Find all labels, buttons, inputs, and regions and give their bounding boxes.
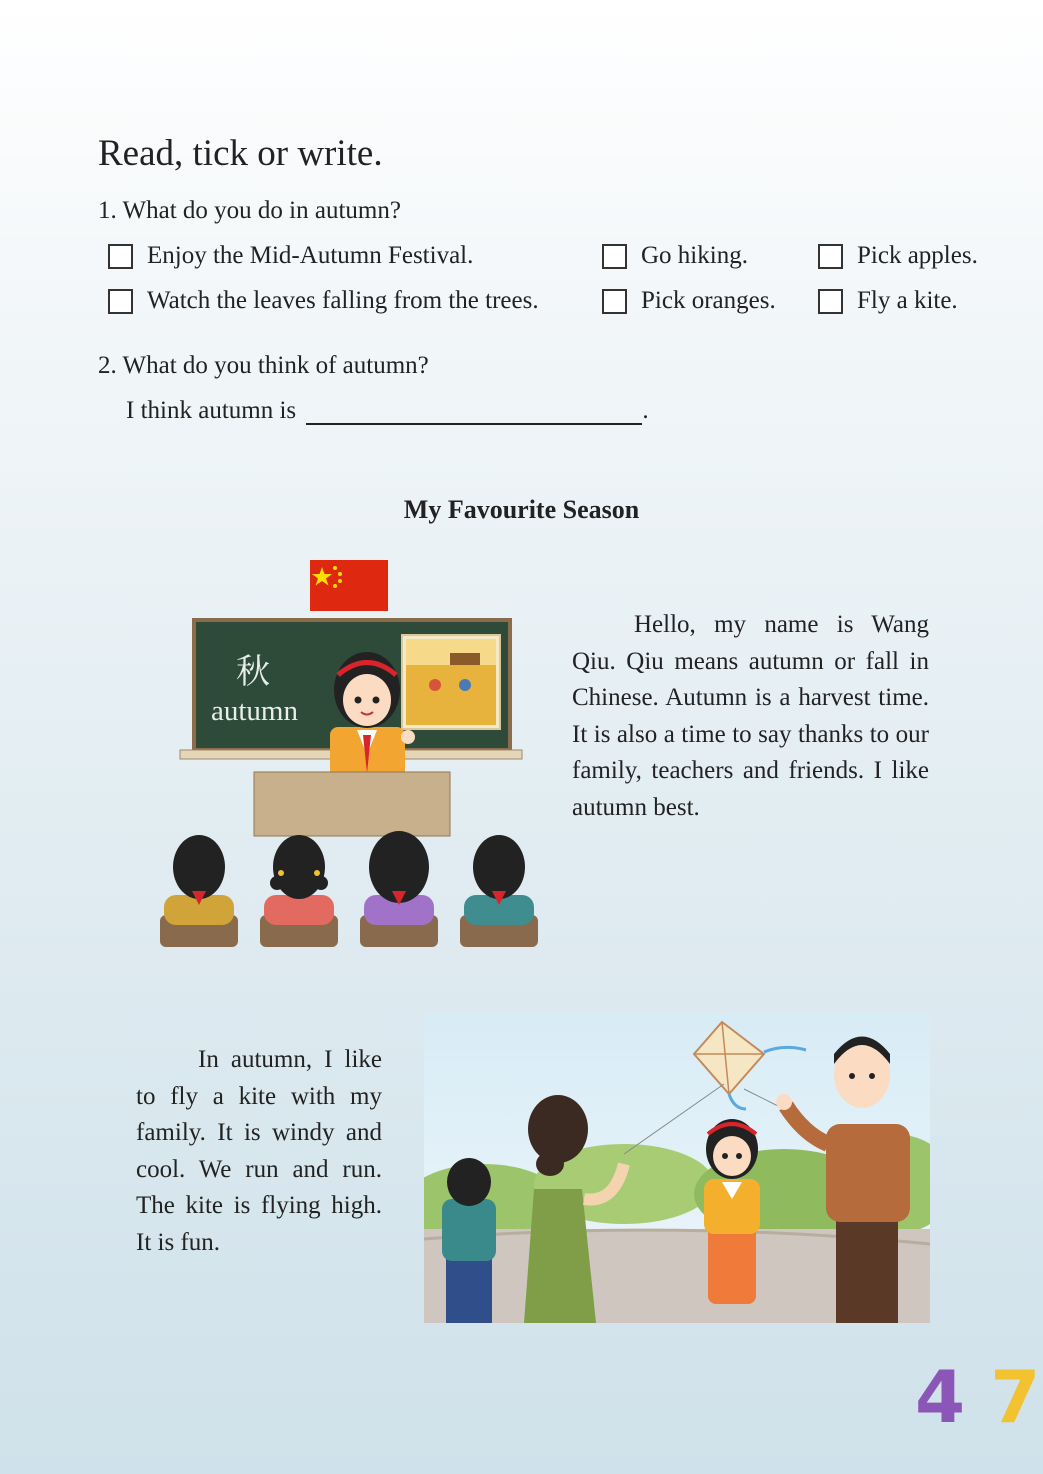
- checkbox[interactable]: [602, 289, 627, 314]
- option-pick-apples[interactable]: [818, 242, 978, 270]
- story-title: My Favourite Season: [403, 495, 640, 524]
- classroom-illustration: [150, 555, 550, 950]
- option-go-hiking[interactable]: [602, 242, 748, 270]
- student-3: [360, 831, 438, 947]
- option-label: Enjoy the Mid-Autumn Festival.: [147, 242, 474, 269]
- student-1: [160, 835, 238, 947]
- option-pick-oranges[interactable]: [602, 287, 776, 315]
- checkbox[interactable]: [108, 289, 133, 314]
- checkbox[interactable]: [818, 289, 843, 314]
- answer-prompt: I think autumn is: [126, 397, 297, 424]
- story-paragraph-1: [572, 607, 929, 827]
- boy-figure: [442, 1158, 496, 1323]
- question-1: 1. What do you do in autumn?: [98, 197, 401, 224]
- answer-period: .: [642, 397, 649, 424]
- option-mid-autumn[interactable]: [108, 242, 473, 270]
- paragraph-text: Hello, my name is Wang Qiu. Qiu means autumn or fall in Chinese. Autumn is a harvest time. It is also a time to say thanks to our family, teachers and friends. I like autumn best.: [572, 611, 929, 821]
- option-watch-leaves[interactable]: [108, 287, 539, 315]
- board-word: autumn: [211, 695, 298, 727]
- option-label: Watch the leaves falling from the trees.: [147, 287, 539, 314]
- china-flag-icon: [310, 560, 388, 611]
- checkbox[interactable]: [818, 244, 843, 269]
- option-label: Pick oranges.: [641, 287, 776, 314]
- page-digit-1: 4: [915, 1355, 966, 1439]
- option-fly-kite[interactable]: [818, 287, 958, 315]
- checkbox[interactable]: [602, 244, 627, 269]
- story-paragraph-2: [136, 1042, 382, 1262]
- checkbox[interactable]: [108, 244, 133, 269]
- option-label: Fly a kite.: [857, 287, 958, 314]
- page-digit-2: 7: [990, 1355, 1041, 1439]
- option-label: Go hiking.: [641, 242, 748, 269]
- board-character: 秋: [236, 652, 270, 692]
- paragraph-text: In autumn, I like to fly a kite with my family. It is windy and cool. We run and run. The kite is flying high. It is fun.: [136, 1046, 382, 1256]
- answer-blank[interactable]: [306, 397, 642, 425]
- option-label: Pick apples.: [857, 242, 978, 269]
- exercise-heading: Read, tick or write.: [98, 133, 383, 174]
- kite-family-illustration: [424, 1014, 930, 1323]
- answer-line: [126, 397, 649, 425]
- student-4: [460, 835, 538, 947]
- question-2: 2. What do you think of autumn?: [98, 352, 429, 379]
- girl-figure: [704, 1119, 760, 1304]
- page-number: [915, 1355, 1040, 1439]
- student-2: [260, 835, 338, 947]
